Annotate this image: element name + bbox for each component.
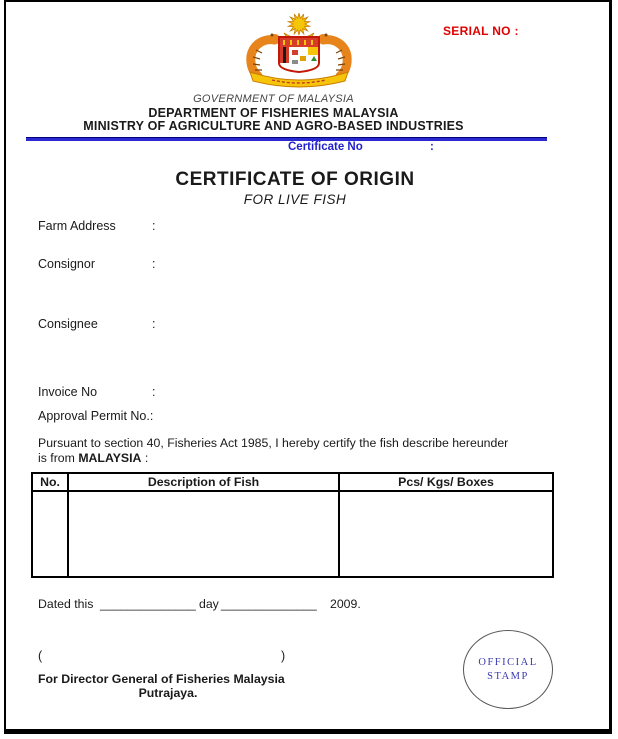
pursuant-line-2 — [38, 451, 148, 465]
dated-blank-1: ______________ — [100, 597, 196, 611]
signature-close-paren: ) — [281, 649, 286, 663]
certificate-no-label: Certificate No — [288, 141, 363, 153]
approval-permit-label: Approval Permit No.: — [38, 409, 154, 423]
signature-line-1: For Director General of Fisheries Malaysia — [38, 672, 285, 686]
stamp-line-1: OFFICIAL — [478, 656, 538, 668]
table-cell-description — [68, 491, 339, 577]
malaysia-coat-of-arms-icon — [238, 12, 360, 95]
fish-table — [31, 472, 554, 578]
table-cell-no — [32, 491, 68, 577]
invoice-no-label: Invoice No — [38, 385, 98, 399]
signature-line-2: Putrajaya. — [138, 686, 198, 700]
table-header-pcs: Pcs/ Kgs/ Boxes — [339, 473, 553, 491]
pursuant-country: MALAYSIA — [78, 451, 142, 465]
official-stamp — [463, 630, 553, 709]
motto-ribbon-icon — [250, 72, 348, 87]
pursuant-prefix: is from — [38, 451, 79, 465]
government-line: GOVERNMENT OF MALAYSIA — [193, 93, 354, 105]
dated-year: 2009. — [330, 597, 361, 611]
dated-blank-2: ______________ — [221, 597, 317, 611]
stamp-line-2: STAMP — [487, 670, 529, 682]
table-header-description: Description of Fish — [68, 473, 339, 491]
certificate-no-colon: : — [430, 141, 434, 153]
table-cell-pcs — [339, 491, 553, 577]
pursuant-line-1: Pursuant to section 40, Fisheries Act 1985, I hereby certify the fish describe hereunder — [38, 436, 509, 450]
consignee-label: Consignee — [38, 317, 98, 331]
ministry-line: MINISTRY OF AGRICULTURE AND AGRO-BASED INDUSTRIES — [83, 119, 464, 133]
consignor-colon: : — [152, 257, 156, 271]
dated-middle: day — [199, 597, 219, 611]
tiger-left-icon — [251, 34, 280, 77]
serial-no-label: SERIAL NO : — [443, 24, 519, 38]
signature-open-paren: ( — [38, 649, 43, 663]
page-title: CERTIFICATE OF ORIGIN — [175, 169, 415, 190]
farm-address-colon: : — [152, 219, 156, 233]
invoice-no-colon: : — [152, 385, 156, 399]
pursuant-suffix: : — [141, 451, 149, 465]
consignee-colon: : — [152, 317, 156, 331]
department-line: DEPARTMENT OF FISHERIES MALAYSIA — [148, 106, 399, 120]
consignor-label: Consignor — [38, 257, 95, 271]
farm-address-label: Farm Address — [38, 219, 116, 233]
shield-icon — [279, 37, 319, 72]
table-header-row — [32, 473, 553, 491]
header-divider — [26, 137, 547, 141]
dated-prefix: Dated this — [38, 597, 94, 611]
federal-star-icon — [288, 13, 309, 35]
table-row — [32, 491, 553, 577]
table-header-no: No. — [32, 473, 68, 491]
page-subtitle: FOR LIVE FISH — [243, 192, 347, 207]
tiger-right-icon — [318, 34, 347, 77]
